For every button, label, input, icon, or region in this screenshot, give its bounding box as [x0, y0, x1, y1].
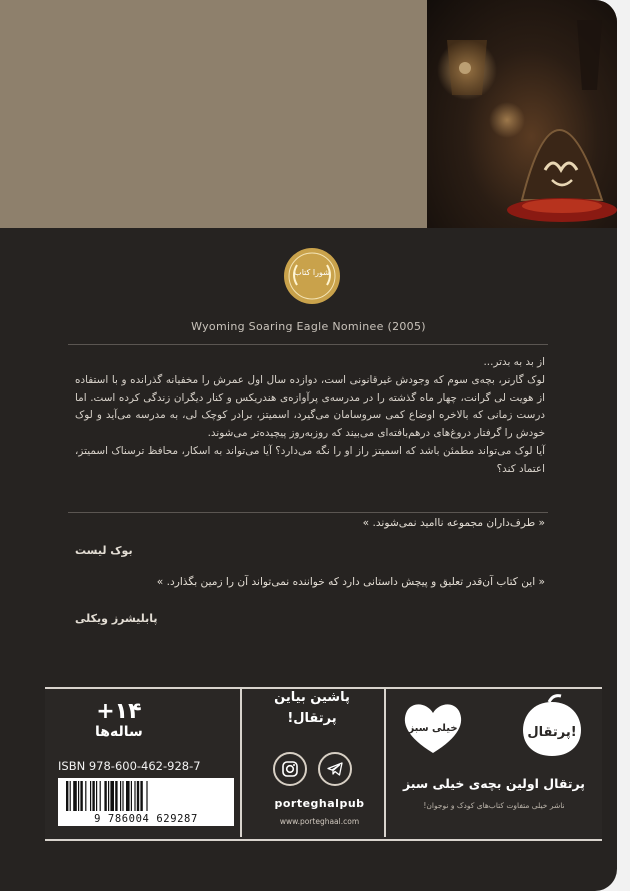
isbn-text: ISBN 978-600-462-928-7 [58, 759, 201, 773]
barcode-bar [73, 781, 77, 811]
blurb [75, 354, 545, 479]
review-quote: « این کتاب آن‌قدر تعلیق و پیچش داستانی دارد که خواننده نمی‌تواند آن را زمین بگذارد. » [156, 576, 545, 588]
divider [68, 512, 548, 513]
barcode-bar [140, 781, 142, 811]
tagline-line-2: پرتقال! [287, 711, 337, 726]
beige-band [0, 0, 427, 228]
barcode-bar [120, 781, 121, 811]
age-number: +۱۴ [96, 699, 142, 724]
barcode-bar [96, 781, 97, 811]
barcode-bar [70, 781, 71, 811]
barcode-bar [126, 781, 130, 811]
barcode [58, 778, 234, 826]
badge-text: شورا کتاب [294, 268, 330, 277]
social-handle[interactable]: porteghalpub [274, 797, 365, 810]
review-quote: « طرف‌داران مجموعه ناامید نمی‌شوند. » [362, 517, 545, 529]
barcode-bar [110, 781, 114, 811]
barcode-digits: 9 786004 629287 [94, 813, 198, 825]
barcode-bar [131, 781, 132, 811]
tagline-line-1: پاشین بیاین [274, 690, 350, 705]
website-link[interactable]: www.porteghaal.com [279, 817, 360, 826]
barcode-bar [137, 781, 139, 811]
brand-subline: ناشر خیلی متفاوت کتاب‌های کودک و نوجوان! [423, 801, 565, 810]
brand-slogan: پرتقال اولین بچه‌ی خیلی سبز [403, 776, 585, 791]
award-laurel-badge [283, 247, 341, 305]
age-label: ساله‌ها [95, 724, 143, 740]
barcode-bar [85, 781, 86, 811]
logo-text: پرتقال! [527, 725, 577, 740]
blurb-opening: از بد به بدتر... [483, 356, 545, 368]
review-source: پابلیشرز ویکلی [75, 612, 158, 625]
telegram-icon[interactable] [318, 752, 352, 786]
social-tagline [262, 687, 362, 729]
panel-divider [240, 687, 242, 837]
barcode-bar [115, 781, 117, 811]
barcode-bar [104, 781, 106, 811]
instagram-icon[interactable] [273, 752, 307, 786]
blurb-question: آیا لوک می‌تواند مطمئن باشد که اسمیتز راز او را نگه می‌دارد؟ آیا می‌تواند به اسکار، محافظ ترسناک اسمیتز، اعتماد کند؟ [75, 444, 545, 475]
sub-logo-text: خیلی سبز [408, 723, 458, 734]
kheili-sabz-logo [397, 697, 469, 757]
cover-photo [427, 0, 617, 228]
barcode-bar [66, 781, 68, 811]
panel-divider [384, 687, 386, 837]
barcode-bar [78, 781, 79, 811]
barcode-bar [80, 781, 82, 811]
porteghal-logo [519, 694, 585, 760]
blurb-paragraph: لوک گارنر، بچه‌ی سوم که وجودش غیرقانونی است، دوازده سال اول عمرش را مخفیانه گذرانده و با استفاده از هویت لی گرانت، چهار ماه گذشته را در مدرسه‌ی پرآوازه‌ی هندریکس و کنار دیگران زندگی کرده است. اما درست زمانی که بالاخره اوضاع کمی سروسامان می‌گیرد، اسمیتز، برادر کوچک لی، به مدرسه می‌آید و لوک خودش را گرفتار دروغ‌های درهم‌بافته‌ای می‌بیند که روزبه‌روز پیچیده‌تر می‌شوند. [75, 373, 545, 440]
barcode-bar [108, 781, 109, 811]
barcode-bar [122, 781, 123, 811]
age-rating [95, 700, 143, 740]
review-source: بوک لیست [75, 544, 133, 557]
barcode-bar [134, 781, 135, 811]
barcode-bar [146, 781, 147, 811]
barcode-bar [90, 781, 91, 811]
barcode-bar [92, 781, 94, 811]
award-caption: Wyoming Soaring Eagle Nominee (2005) [191, 320, 426, 333]
divider [68, 344, 548, 345]
barcode-bar [100, 781, 101, 811]
cover-photo-band [0, 0, 617, 228]
